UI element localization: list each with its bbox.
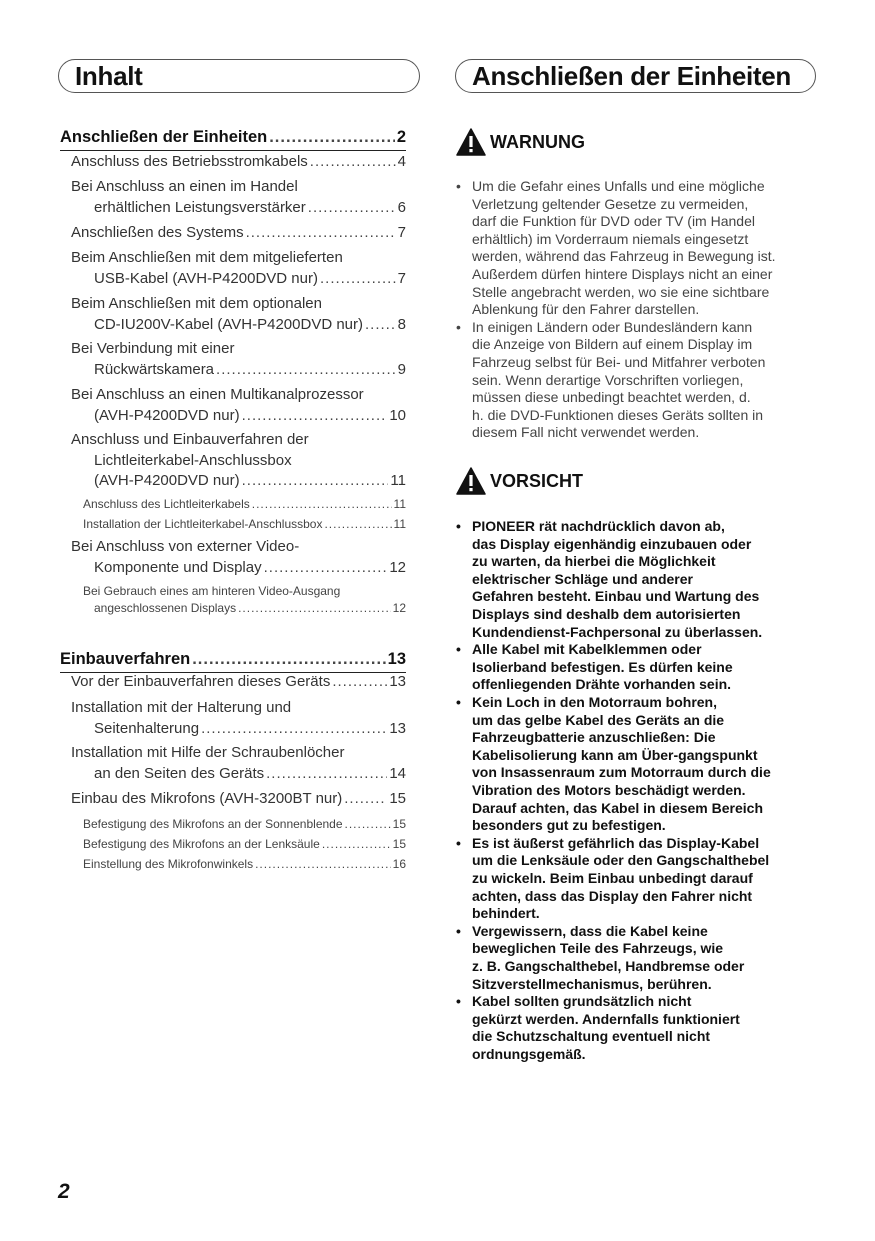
bullet-point: • (456, 993, 461, 1010)
toc-entry-page: 16 (392, 857, 406, 871)
bullet-point: • (456, 641, 461, 658)
bullet-text: müssen diese unbedingt beachtet werden, d. (472, 389, 751, 406)
bullet-text: PIONEER rät nachdrücklich davon ab, (472, 518, 725, 534)
toc-entry-text: Einstellung des Mikrofonwinkels (83, 857, 254, 871)
toc-entry[interactable] (71, 224, 406, 241)
bullet-text: Kundendienst-Fachpersonal zu überlassen. (472, 623, 763, 640)
warning-heading (456, 128, 585, 156)
toc-leader (344, 790, 387, 807)
toc-leader (332, 673, 387, 690)
bullet-text: das Display eigenhändig einzubauen oder (472, 535, 752, 552)
bullet-text: Fahrzeug selbst für Bei- und Mitfahrer verboten (472, 354, 766, 370)
toc-entry-text: Anschließen des Systems (71, 224, 244, 241)
bullet-text: Isolierband befestigen. Es dürfen keine (472, 658, 733, 675)
toc-subentry[interactable] (83, 497, 406, 511)
toc-entry-text: Beim Anschließen mit dem mitgelieferten (71, 249, 343, 266)
bullet-text: gekürzt werden. Andernfalls funktioniert (472, 1010, 740, 1027)
page-number: 2 (58, 1180, 70, 1203)
toc-entry-page: 10 (389, 406, 406, 424)
toc-entry[interactable] (94, 559, 406, 576)
section-header (455, 59, 816, 93)
toc-entry-text: Lichtleiterkabel-Anschlussbox (94, 451, 292, 469)
toc-leader (322, 837, 391, 851)
toc-entry-page: 15 (392, 817, 406, 831)
toc-leader (345, 817, 391, 831)
toc-entry[interactable] (94, 407, 406, 424)
bullet-text: In einigen Ländern oder Bundesländern kann (472, 318, 753, 335)
toc-section-title: Anschließen der Einheiten (60, 128, 268, 146)
toc-entry-text: erhältlichen Leistungsverstärker (94, 198, 306, 216)
toc-entry-page: 12 (389, 558, 406, 576)
bullet-text: darf die Funktion für DVD oder TV (im Handel (472, 213, 755, 230)
bullet-text: behindert. (472, 905, 540, 922)
toc-leader (266, 765, 387, 782)
toc-entry-text: Bei Anschluss an einen Multikanalprozessor (71, 386, 364, 403)
toc-entry-text: an den Seiten des Geräts (94, 764, 265, 782)
bullet-text: Stelle angebracht werden, wo sie eine sichtbare (472, 283, 770, 300)
bullet-text: offenliegenden Drähte vorhanden sein. (472, 676, 732, 693)
toc-leader (310, 153, 396, 170)
bullet-point: • (456, 178, 461, 194)
bullet-text: ordnungsgemäß. (472, 1046, 586, 1062)
toc-entry-text: Befestigung des Mikrofons an der Lenksäule (83, 837, 320, 851)
bullet-text: sein. Wenn derartige Vorschriften vorliegen, (472, 371, 744, 388)
toc-section-title: Einbauverfahren (60, 650, 191, 668)
bullet-text: Darauf achten, das Kabel in diesem Bereich (472, 799, 763, 816)
bullet-text: die Schutzschaltung eventuell nicht (472, 1028, 711, 1045)
toc-entry-page: 6 (397, 198, 406, 216)
warning-title: WARNUNG (490, 131, 585, 152)
bullet-text: zu warten, da hierbei die Möglichkeit (472, 553, 716, 570)
bullet-text: Vergewissern, dass die Kabel keine (472, 922, 708, 939)
bullet-text: Vibration des Motors beschädigt werden. (472, 782, 746, 798)
toc-entry[interactable] (71, 790, 406, 807)
toc-entry-page: 7 (397, 269, 406, 287)
toc-leader (242, 472, 389, 489)
toc-entry-text: Bei Verbindung mit einer (71, 340, 235, 357)
toc-entry-text: Bei Anschluss an einen im Handel (71, 178, 298, 195)
toc-subentry[interactable] (83, 517, 406, 531)
contents-title: Inhalt (75, 61, 143, 91)
toc-entry-text: Anschluss und Einbauverfahren der (71, 431, 309, 448)
toc-entry-text: Bei Anschluss von externer Video- (71, 538, 300, 555)
toc-entry[interactable] (94, 765, 406, 782)
toc-entry-page: 11 (393, 517, 406, 531)
toc-subentry[interactable] (83, 817, 406, 831)
bullet-text: Es ist äußerst gefährlich das Display-Kabel (472, 834, 760, 851)
toc-entry-text: Installation mit der Halterung und (71, 699, 292, 716)
toc-entry[interactable] (94, 472, 406, 489)
bullet-text: elektrischer Schläge und anderer (472, 570, 693, 587)
toc-entry-text: Anschluss des Betriebsstromkabels (71, 153, 308, 170)
toc-entry-text: Befestigung des Mikrofons an der Sonnenblende (83, 817, 343, 831)
toc-entry[interactable] (94, 270, 406, 287)
bullet-text: Sitzverstellmechanismus, berühren. (472, 975, 712, 992)
bullet-point: • (456, 318, 461, 335)
toc-leader (252, 497, 392, 511)
bullet-text: diesem Fall nicht verwendet werden. (472, 424, 700, 441)
bullet-point: • (456, 922, 461, 939)
bullet-text: Außerdem dürfen hintere Displays nicht an einer (472, 266, 773, 282)
toc-section-rule (60, 150, 406, 151)
bullet-text: die Anzeige von Bildern auf einem Display im (472, 336, 753, 353)
toc-leader (255, 857, 391, 871)
toc-entry[interactable] (94, 361, 406, 378)
bullet-text: z. B. Gangschalthebel, Handbremse oder (472, 958, 745, 974)
toc-entry-page: 11 (393, 497, 406, 511)
section-title: Anschließen der Einheiten (472, 61, 792, 91)
toc-leader (216, 361, 396, 378)
toc-subentry[interactable] (94, 601, 406, 615)
toc-subentry[interactable] (83, 857, 406, 871)
bullet-point: • (456, 694, 461, 710)
toc-entry-text: Rückwärtskamera (94, 360, 215, 378)
toc-entry-text: Einbau des Mikrofons (AVH-3200BT nur) (71, 790, 343, 807)
toc-entry-page: 15 (392, 837, 406, 851)
bullet-text: um die Lenksäule oder den Gangschalthebel (472, 852, 770, 869)
toc-section[interactable] (60, 650, 406, 669)
toc-entry-page: 9 (397, 360, 406, 378)
toc-entry-text: Installation der Lichtleiterkabel-Anschlussbox (83, 517, 323, 531)
toc-entry-text: (AVH-P4200DVD nur) (94, 472, 240, 489)
bullet-text: Kabel sollten grundsätzlich nicht (472, 993, 692, 1010)
bullet-text: von Insassenraum zum Motorraum durch die (472, 764, 771, 781)
toc-entry-page: 14 (389, 764, 406, 782)
bullet-text: Verletzung geltender Gesetze zu vermeiden, (472, 195, 749, 212)
bullet-text: Gefahren besteht. Einbau und Wartung des (472, 588, 760, 605)
toc-entry-page: 12 (392, 601, 406, 615)
toc-leader (308, 199, 396, 216)
toc-entry-text: Bei Gebrauch eines am hinteren Video-Ausgang (83, 584, 341, 598)
toc-section-page: 2 (396, 128, 406, 146)
toc-entry-text: Installation mit Hilfe der Schraubenlöcher (71, 744, 345, 761)
toc-entry-text: Vor der Einbauverfahren dieses Geräts (71, 673, 331, 690)
toc-leader (269, 128, 395, 147)
bullet-text: beweglichen Teile des Fahrzeugs, wie (472, 940, 724, 957)
toc-entry-text: Seitenhalterung (94, 719, 200, 737)
bullet-text: besonders gut zu befestigen. (472, 817, 666, 834)
bullet-text: Kabelisolierung kann am Über-gangspunkt (472, 746, 758, 763)
toc-section-page: 13 (387, 650, 406, 668)
toc-leader (192, 650, 385, 669)
toc-leader (264, 559, 388, 576)
toc-leader (242, 407, 388, 424)
caution-heading (456, 467, 583, 495)
toc-entry-page: 4 (397, 153, 406, 170)
bullet-text: Fahrzeugbatterie anzuschließen: Die (472, 729, 716, 746)
toc-entry-text: Anschluss des Lichtleiterkabels (83, 497, 250, 511)
warning-triangle-icon (456, 128, 486, 156)
toc-leader (246, 224, 396, 241)
bullet-text: Ablenkung für den Fahrer darstellen. (472, 301, 700, 318)
bullet-point: • (456, 834, 461, 851)
toc-entry-text: (AVH-P4200DVD nur) (94, 406, 240, 424)
toc-entry-text: CD-IU200V-Kabel (AVH-P4200DVD nur) (94, 315, 363, 333)
toc-leader (365, 316, 396, 333)
toc-section[interactable] (60, 128, 406, 147)
toc-entry-page: 8 (397, 315, 406, 333)
toc-entry[interactable] (94, 316, 406, 333)
caution-title: VORSICHT (490, 470, 584, 491)
toc-entry-page: 15 (389, 790, 406, 807)
toc-leader (238, 601, 391, 615)
bullet-text: zu wickeln. Beim Einbau unbedingt darauf (472, 870, 753, 886)
toc-entry[interactable] (71, 153, 406, 170)
toc-entry-page: 13 (389, 673, 406, 690)
toc-entry-text: USB-Kabel (AVH-P4200DVD nur) (94, 269, 318, 287)
bullet-text: Displays sind deshalb dem autorisierten (472, 606, 741, 622)
toc-entry-page: 13 (389, 719, 406, 737)
bullet-point: • (456, 518, 461, 534)
contents-header (58, 59, 420, 93)
toc-entry-page: 7 (397, 224, 406, 241)
bullet-text: werden, während das Fahrzeug in Bewegung ist. (472, 248, 776, 265)
toc-leader (320, 270, 396, 287)
toc-entry[interactable] (71, 673, 406, 690)
toc-leader (324, 517, 391, 531)
bullet-text: Alle Kabel mit Kabelklemmen oder (472, 641, 702, 658)
toc-entry-text: angeschlossenen Displays (94, 601, 237, 615)
toc-entry[interactable] (94, 199, 406, 216)
bullet-text: h. die DVD-Funktionen dieses Geräts sollten in (472, 406, 764, 423)
toc-entry[interactable] (94, 720, 406, 737)
bullet-text: um das gelbe Kabel des Geräts an die (472, 711, 725, 728)
toc-leader (201, 720, 387, 737)
toc-entry-text: Komponente und Display (94, 558, 262, 576)
toc-subentry[interactable] (83, 837, 406, 851)
toc-entry-page: 11 (390, 472, 406, 489)
bullet-text: erhältlich) im Vorderraum niemals eingesetzt (472, 230, 749, 247)
caution-triangle-icon (456, 467, 486, 495)
bullet-text: Kein Loch in den Motorraum bohren, (472, 694, 717, 710)
bullet-text: Um die Gefahr eines Unfalls und eine mögliche (472, 178, 765, 194)
bullet-text: achten, dass das Display den Fahrer nicht (472, 887, 753, 904)
toc-entry-text: Beim Anschließen mit dem optionalen (71, 295, 322, 312)
